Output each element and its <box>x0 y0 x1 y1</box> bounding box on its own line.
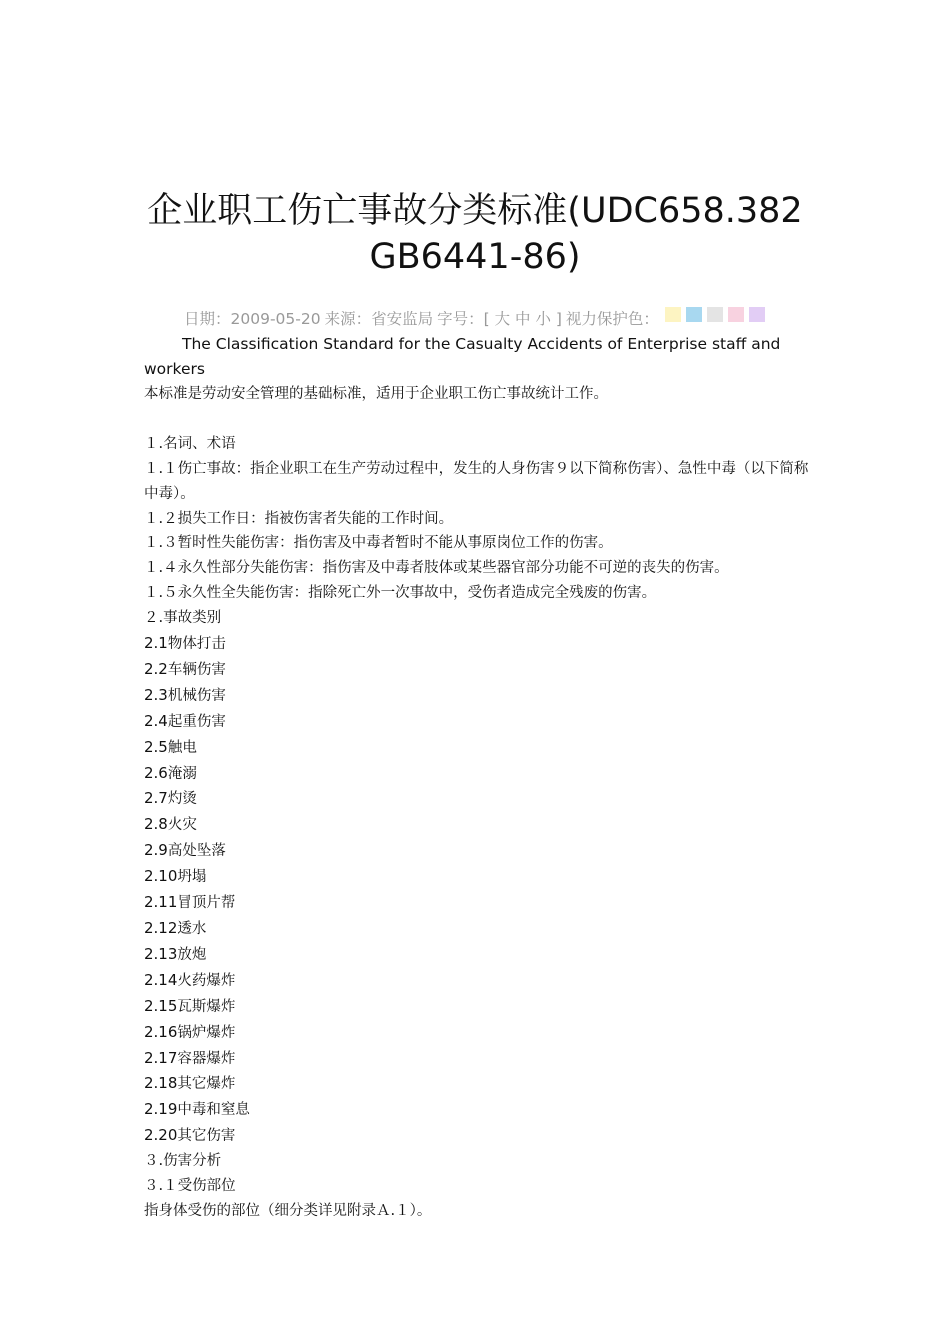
item-number: 2.9 <box>144 841 168 860</box>
font-size-selector[interactable]: 字号：[ 大 中 小 ] <box>437 310 562 328</box>
item-number: 2.20 <box>144 1126 178 1145</box>
item-text: 冒顶片帮 <box>177 895 236 912</box>
color-swatches <box>665 305 765 329</box>
item-number: 2.5 <box>144 737 168 756</box>
item-text: 车辆伤害 <box>167 661 226 678</box>
swatch-purple[interactable] <box>749 307 765 322</box>
item-text: 触电 <box>167 739 197 756</box>
content-line <box>144 890 812 916</box>
item-text: 淹溺 <box>167 765 197 782</box>
swatch-yellow[interactable] <box>665 307 681 322</box>
document-title: 企业职工伤亡事故分类标准(UDC658.382 GB6441-86) <box>147 191 803 277</box>
content-line <box>144 916 812 942</box>
item-text: ２.事故类别 <box>144 610 222 627</box>
item-text: １.４永久性部分失能伤害：指伤害及中毒者肢体或某些器官部分功能不可逆的丧失的伤害。 <box>144 560 729 577</box>
item-number: 2.14 <box>144 970 178 989</box>
source-label: 来源：省安监局 <box>324 310 434 328</box>
content-line <box>144 683 812 709</box>
item-text: 高处坠落 <box>167 843 226 860</box>
document-body <box>144 382 812 1224</box>
item-text: 坍塌 <box>177 869 207 886</box>
content-line <box>144 507 812 532</box>
item-text: 瓦斯爆炸 <box>177 998 236 1015</box>
item-number: 2.15 <box>144 996 178 1015</box>
item-text: 容器爆炸 <box>177 1050 236 1067</box>
item-text: 锅炉爆炸 <box>177 1024 236 1041</box>
item-text: 其它伤害 <box>177 1128 236 1145</box>
content-line <box>144 968 812 994</box>
swatch-pink[interactable] <box>728 307 744 322</box>
content-line <box>144 1199 812 1224</box>
content-line <box>144 1149 812 1174</box>
content-line <box>144 1123 812 1149</box>
item-text: 起重伤害 <box>167 713 226 730</box>
item-text: 放炮 <box>177 946 207 963</box>
item-text: １.２损失工作日：指被伤害者失能的工作时间。 <box>144 510 454 527</box>
eye-protection-label: 视力保护色： <box>565 310 659 328</box>
content-line <box>144 631 812 657</box>
item-number: 2.1 <box>144 634 168 653</box>
item-text: 其它爆炸 <box>177 1076 236 1093</box>
item-number: 2.13 <box>144 944 178 963</box>
content-line <box>144 864 812 890</box>
item-text: 火灾 <box>167 817 197 834</box>
item-text: １.１伤亡事故：指企业职工在生产劳动过程中，发生的人身伤害９以下简称伤害）、急性中毒（以下简称中毒）。 <box>144 460 809 502</box>
content-line <box>144 1046 812 1072</box>
content-line <box>144 606 812 631</box>
item-number: 2.4 <box>144 711 168 730</box>
content-line <box>144 786 812 812</box>
swatch-blue[interactable] <box>686 307 702 322</box>
item-text: 指身体受伤的部位（细分类详见附录Ａ.１）。 <box>144 1202 432 1219</box>
item-number: 2.8 <box>144 815 168 834</box>
item-text: 灼烫 <box>167 791 197 808</box>
content-line <box>144 735 812 761</box>
content-line <box>144 812 812 838</box>
item-text: ３.伤害分析 <box>144 1153 222 1170</box>
item-number: 2.12 <box>144 919 178 938</box>
swatch-gray[interactable] <box>707 307 723 322</box>
item-number: 2.2 <box>144 659 168 678</box>
article-meta <box>184 307 765 331</box>
date-label: 日期：2009-05-20 <box>184 310 321 328</box>
item-number: 2.18 <box>144 1074 178 1093</box>
content-line <box>144 581 812 606</box>
item-number: 2.7 <box>144 789 168 808</box>
content-line <box>144 531 812 556</box>
item-text: 中毒和窒息 <box>177 1102 250 1119</box>
content-line <box>144 657 812 683</box>
item-text: 机械伤害 <box>167 687 226 704</box>
item-number: 2.6 <box>144 763 168 782</box>
content-line <box>144 432 812 457</box>
item-number: 2.11 <box>144 893 178 912</box>
content-lines <box>144 407 812 1224</box>
item-text: 物体打击 <box>167 636 226 653</box>
item-text: 火药爆炸 <box>177 972 236 989</box>
item-text: １.名词、术语 <box>144 435 236 452</box>
content-line <box>144 994 812 1020</box>
content-line <box>144 761 812 787</box>
item-number: 2.17 <box>144 1048 178 1067</box>
content-line <box>144 942 812 968</box>
item-number: 2.3 <box>144 685 168 704</box>
content-line <box>144 1174 812 1199</box>
item-text: １.５永久性全失能伤害：指除死亡外一次事故中，受伤者造成完全残废的伤害。 <box>144 585 657 602</box>
content-line <box>144 407 812 432</box>
content-line <box>144 556 812 581</box>
content-line <box>144 457 812 507</box>
item-text: 透水 <box>177 921 207 938</box>
item-text: ３.１受伤部位 <box>144 1178 236 1195</box>
content-line <box>144 1020 812 1046</box>
intro-paragraph: 本标准是劳动安全管理的基础标准，适用于企业职工伤亡事故统计工作。 <box>144 386 608 402</box>
english-title: The Classification Standard for the Casualty Accidents of Enterprise staff and workers <box>144 335 781 378</box>
item-number: 2.10 <box>144 867 178 886</box>
content-line <box>144 1071 812 1097</box>
content-line <box>144 709 812 735</box>
content-line <box>144 1097 812 1123</box>
content-line <box>144 838 812 864</box>
item-number: 2.19 <box>144 1100 178 1119</box>
item-text: １.３暂时性失能伤害：指伤害及中毒者暂时不能从事原岗位工作的伤害。 <box>144 535 613 552</box>
item-number: 2.16 <box>144 1022 178 1041</box>
